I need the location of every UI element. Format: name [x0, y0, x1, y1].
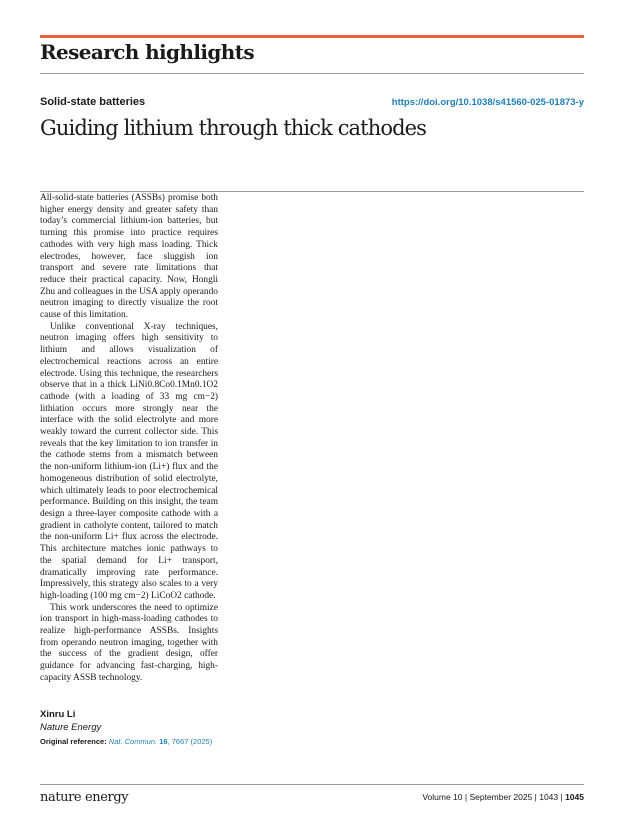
article-body — [40, 193, 218, 685]
original-reference — [40, 737, 212, 746]
article-title: Guiding lithium through thick cathodes — [40, 116, 427, 140]
paragraph-1: All-solid-state batteries (ASSBs) promise both higher energy density and greater safety than today’s commercial lithium-ion batteries, but turning this promise into practice requires cathodes with very high mass loading. Thick electrodes, however, face sluggish ion transport and severe rate limitations that reduce their practical capacity. Now, Hongli Zhu and colleagues in the USA apply operando neutron imaging to directly visualize the root cause of this limitation. — [40, 193, 218, 321]
citation-volume: 16 — [159, 737, 168, 746]
article-kicker: Solid-state batteries — [40, 96, 146, 108]
issue-info — [422, 792, 584, 802]
footer-divider — [40, 784, 584, 785]
paragraph-2: Unlike conventional X-ray techniques, neutron imaging offers high sensitivity to lithium and allows visualization of electrochemical reactions across an entire electrode. Using this technique, the researchers observe that in a thick LiNi0.8Co0.1Mn0.1O2 cathode (with a loading of 33 mg cm−2) lithiation occurs more strongly near the interface with the solid electrolyte and more weakly toward the current collector side. This reveals that the key limitation to ion transfer in the cathode stems from a mismatch between the non-uniform lithium-ion (Li+) flux and the homogeneous distribution of solid electrolyte, which ultimately leads to poor electrochemical performance. Building on this insight, the team design a three-layer composite cathode with a gradient in catholyte content, tailored to match the non-uniform Li+ flux across the electrode. This architecture matches ionic pathways to the spatial demand for Li+ transport, dramatically improving rate performance. Impressively, this strategy also scales to a very high-loading (100 mg cm−2) LiCoO2 cathode. — [40, 321, 218, 601]
citation-journal: Nat. Commun. — [108, 737, 158, 746]
paragraph-3: This work underscores the need to optimize ion transport in high-mass-loading cathodes to realize high-performance ASSBs. Insights from operando neutron imaging, together with the success of the gradient design, offer guidance for advancing fast-charging, high-capacity ASSB technology. — [40, 602, 218, 683]
original-reference-label: Original reference: — [40, 737, 107, 746]
journal-brand-logo: nature energy — [40, 790, 129, 805]
author-name: Xinru Li — [40, 709, 76, 720]
section-title: Research highlights — [40, 40, 254, 64]
accent-bar — [40, 35, 584, 38]
title-divider — [40, 191, 584, 192]
page-number: 1045 — [565, 792, 584, 802]
issue-details: Volume 10 | September 2025 | 1043 | — [422, 792, 563, 802]
citation-pages-year: 7667 (2025) — [171, 737, 213, 746]
doi-link[interactable]: https://doi.org/10.1038/s41560-025-01873-y — [391, 97, 584, 108]
original-reference-link[interactable]: Nat. Commun. 16, 7667 (2025) — [108, 737, 213, 746]
header-divider — [40, 73, 584, 74]
author-journal: Nature Energy — [40, 722, 102, 733]
